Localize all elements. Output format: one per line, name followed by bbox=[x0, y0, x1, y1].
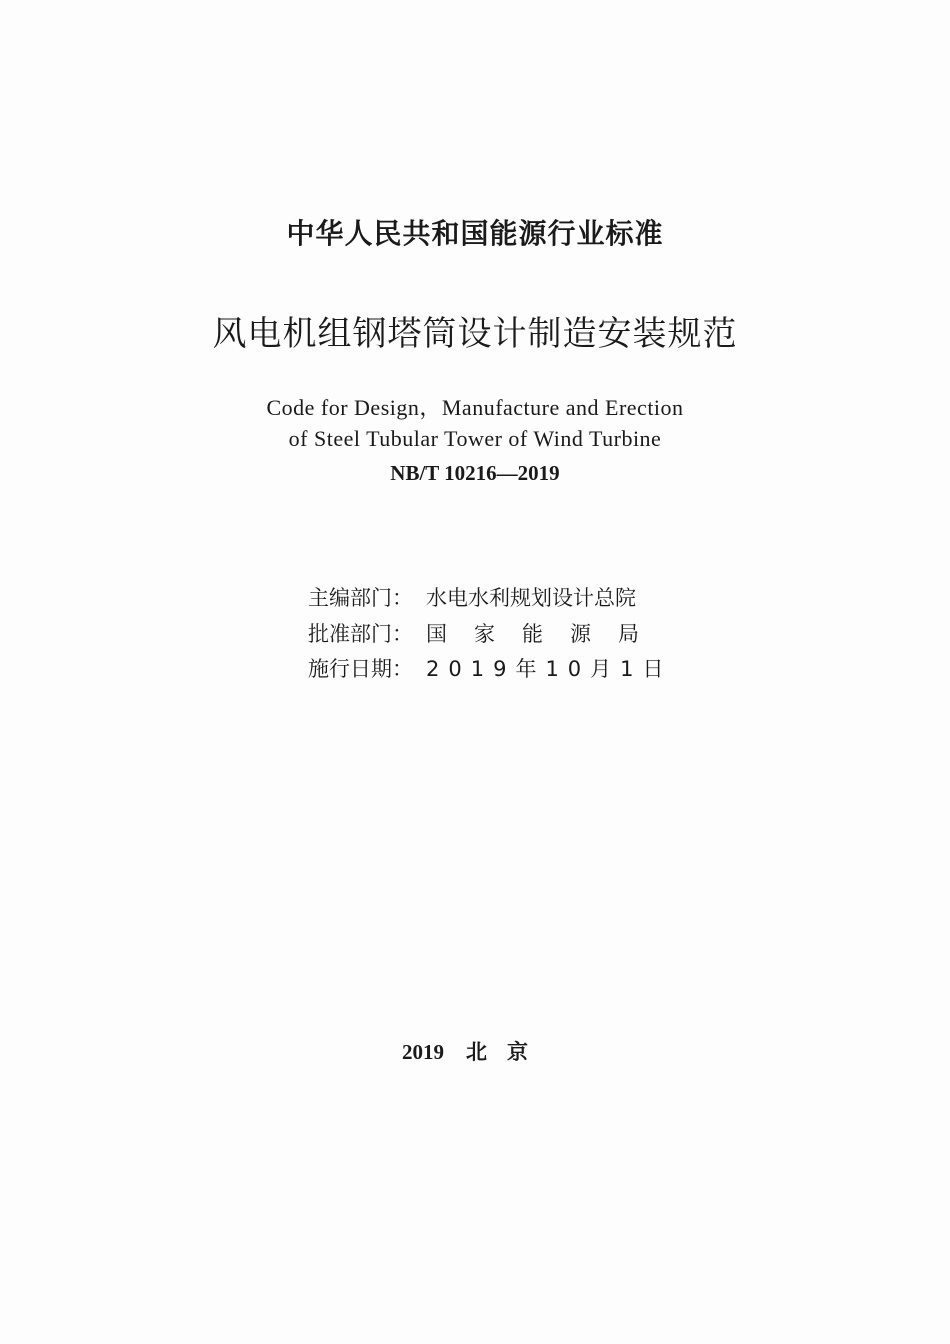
effective-date-value: 2019年10月1日 bbox=[426, 657, 673, 681]
publication-year: 2019 bbox=[402, 1040, 444, 1064]
approver-value: 国家能源局 bbox=[426, 622, 666, 646]
standard-number: NB/T 10216—2019 bbox=[390, 461, 560, 485]
approver-row bbox=[308, 618, 708, 648]
effective-date-label: 施行日期： bbox=[308, 657, 413, 681]
effective-date-row bbox=[308, 653, 708, 683]
approver-label: 批准部门： bbox=[308, 622, 413, 646]
publication-city: 北京 bbox=[466, 1040, 548, 1064]
title-english-line2: of Steel Tubular Tower of Wind Turbine bbox=[288, 426, 662, 451]
editor-label: 主编部门： bbox=[308, 586, 413, 610]
editor-row bbox=[308, 582, 708, 612]
editor-value: 水电水利规划设计总院 bbox=[426, 586, 636, 610]
title-chinese: 风电机组钢塔筒设计制造安装规范 bbox=[212, 314, 738, 354]
title-english-line1: Code for Design，Manufacture and Erection bbox=[266, 395, 684, 420]
publication-footer bbox=[0, 1036, 950, 1066]
industry-standard-heading: 中华人民共和国能源行业标准 bbox=[286, 217, 664, 250]
